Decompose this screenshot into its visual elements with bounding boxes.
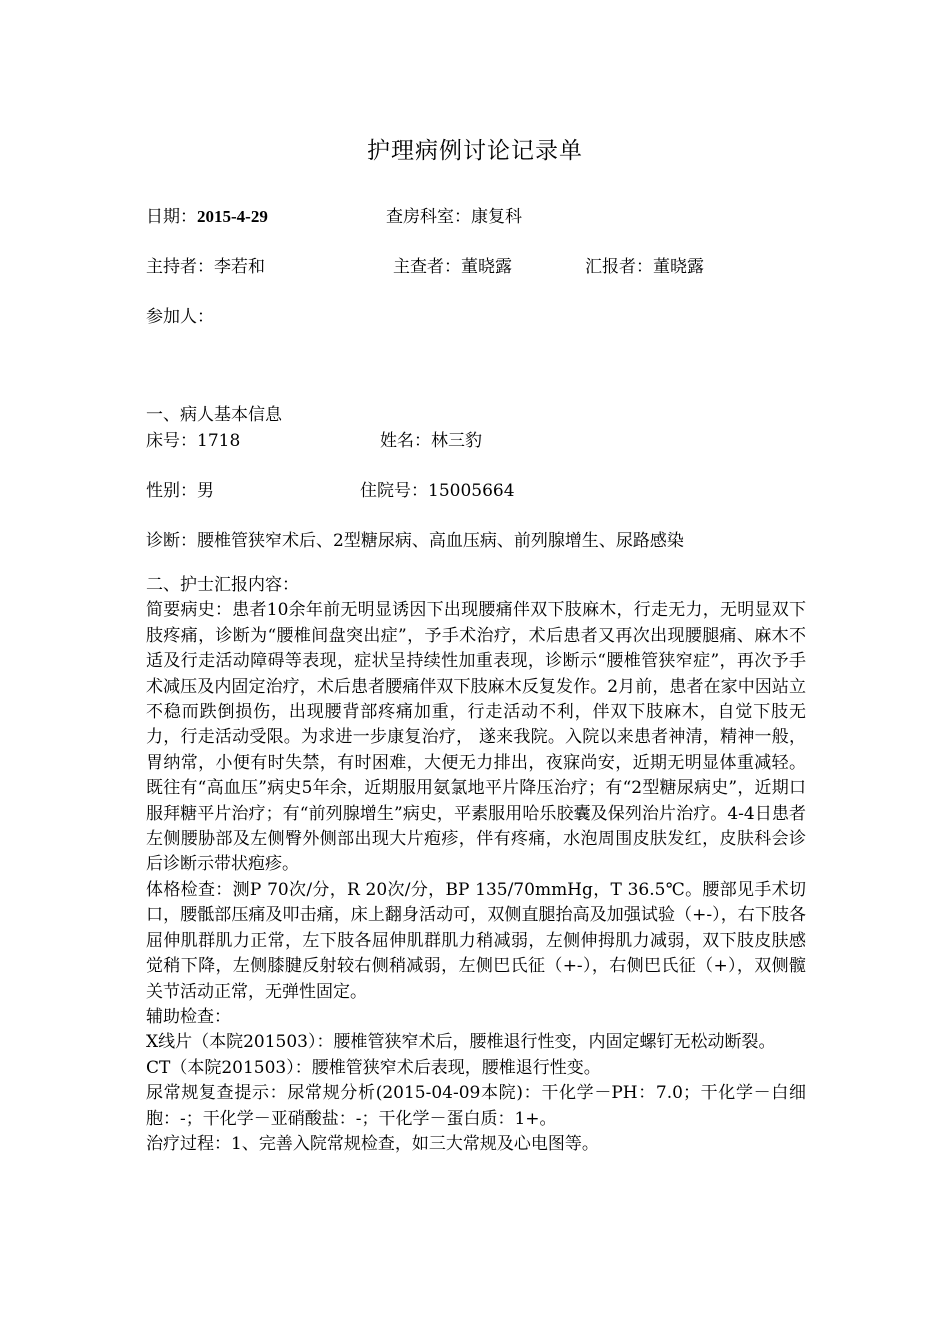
host-label: 主持者：	[146, 257, 214, 277]
section1-heading: 一、病人基本信息	[146, 405, 282, 425]
aux-heading: 辅助检查：	[146, 1006, 231, 1027]
exam-paragraph: 体格检查：测P 70次/分，R 20次/分，BP 135/70mmHg，T 36.5℃。腰部见手术切口，腰骶部压痛及叩击痛，床上翻身活动可，双侧直腿抬高及加强试验（+-），右下肢各屈伸肌群肌力正常，左下肢各屈伸肌群肌力稍减弱，左侧伸拇肌力减弱，双下肢皮肤感觉稍下降，左侧膝腱反射较右侧稍减弱，左侧巴氏征（+-），右侧巴氏征（+），双侧髋关节活动正常，无弹性固定。	[146, 879, 806, 1002]
checker-label: 主查者：	[393, 257, 461, 277]
name-field	[380, 426, 482, 451]
checker-field	[393, 252, 512, 277]
section2-body	[146, 573, 806, 1157]
admission-label: 住院号：	[360, 481, 428, 501]
sex-field	[146, 476, 214, 501]
admission-field	[360, 476, 515, 501]
admission-value: 15005664	[428, 481, 515, 501]
name-label: 姓名：	[380, 431, 431, 451]
urine-paragraph: 尿常规复查提示：尿常规分析(2015-04-09本院)：干化学－PH：7.0；干化学－白细胞：-；干化学－亚硝酸盐：-；干化学－蛋白质：1+。	[146, 1083, 806, 1129]
bed-value: 1718	[197, 431, 241, 451]
diagnosis-line: 诊断：腰椎管狭窄术后、2型糖尿病、高血压病、前列腺增生、尿路感染	[146, 531, 684, 551]
department-field	[386, 202, 522, 227]
xray-paragraph: X线片（本院201503）：腰椎管狭窄术后，腰椎退行性变，内固定螺钉无松动断裂。	[146, 1032, 776, 1053]
reporter-label: 汇报者：	[585, 257, 653, 277]
bed-label: 床号：	[146, 431, 197, 451]
bed-field	[146, 426, 240, 451]
sex-label: 性别：	[146, 481, 197, 501]
name-value: 林三豹	[431, 431, 482, 451]
host-value: 李若和	[214, 257, 265, 277]
date-field	[146, 202, 268, 227]
treatment-paragraph: 治疗过程：1、完善入院常规检查，如三大常规及心电图等。	[146, 1133, 599, 1154]
participants-label: 参加人：	[146, 307, 214, 327]
checker-value: 董晓露	[461, 257, 512, 277]
section2-heading: 二、护士汇报内容：	[146, 575, 299, 595]
date-value: 2015-4-29	[197, 207, 268, 226]
sex-value: 男	[197, 481, 214, 501]
date-label: 日期：	[146, 207, 197, 227]
reporter-field	[585, 252, 704, 277]
document-title: 护理病例讨论记录单	[367, 138, 583, 164]
ct-paragraph: CT（本院201503）：腰椎管狭窄术后表现，腰椎退行性变。	[146, 1057, 601, 1078]
department-value: 康复科	[471, 207, 522, 227]
host-field	[146, 252, 265, 277]
department-label: 查房科室：	[386, 207, 471, 227]
reporter-value: 董晓露	[653, 257, 704, 277]
history-paragraph: 简要病史：患者10余年前无明显诱因下出现腰痛伴双下肢麻木，行走无力，无明显双下肢疼痛，诊断为“腰椎间盘突出症”，予手术治疗，术后患者又再次出现腰腿痛、麻木不适及行走活动障碍等表现，症状呈持续性加重表现，诊断示“腰椎管狭窄症”，再次予手术减压及内固定治疗，术后患者腰痛伴双下肢麻木反复发作。2月前，患者在家中因站立不稳而跌倒损伤，出现腰背部疼痛加重，行走活动不利，伴双下肢麻木，自觉下肢无力，行走活动受限。为求进一步康复治疗， 遂来我院。入院以来患者神清，精神一般，胃纳常，小便有时失禁，有时困难，大便无力排出，夜寐尚安，近期无明显体重减轻。既往有“高血压”病史5年余，近期服用氨氯地平片降压治疗；有“2型糖尿病史”，近期口服拜糖平片治疗；有“前列腺增生”病史，平素服用哈乐胶囊及保列治片治疗。4-4日患者左侧腰胁部及左侧臀外侧部出现大片疱疹，伴有疼痛，水泡周围皮肤发红，皮肤科会诊后诊断示带状疱疹。	[146, 600, 806, 875]
